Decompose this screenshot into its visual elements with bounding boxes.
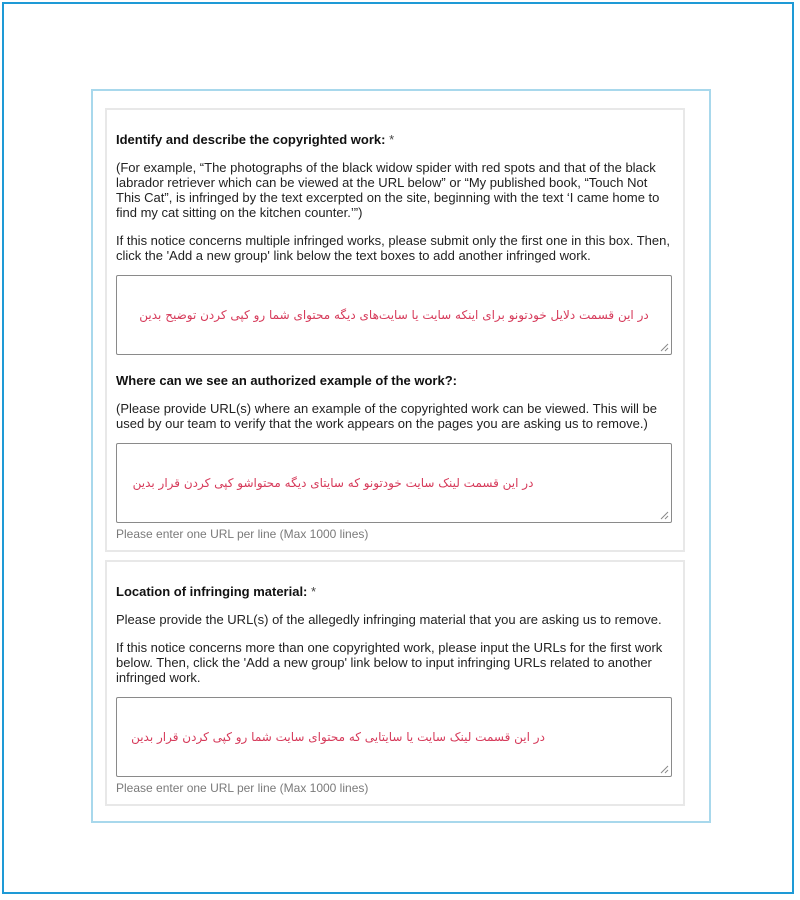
authorized-example-description: (Please provide URL(s) where an example of the copyrighted work can be viewed. This will be used by our team to verify that the work appears on the pages you are asking us to remove.): [116, 401, 657, 431]
infringing-urls-value: در این قسمت لینک سایت یا سایتایی که محتوای سایت شما رو کپی کردن قرار بدین: [131, 730, 545, 744]
copyrighted-work-description-value: در این قسمت دلایل خودتونو برای اینکه سایت یا سایت‌های دیگه محتوای شما رو کپی کردن توضیح بدین: [139, 308, 649, 322]
resize-grip-icon[interactable]: [660, 343, 669, 352]
copyrighted-work-label: Identify and describe the copyrighted work:: [116, 132, 386, 147]
authorized-example-heading: [116, 373, 674, 388]
form-panel: [91, 89, 711, 823]
required-marker: *: [389, 132, 395, 147]
infringing-location-group: [105, 560, 685, 806]
authorized-example-url-value: در این قسمت لینک سایت خودتونو که سایتای دیگه محتواشو کپی کردن قرار بدین: [132, 476, 534, 490]
authorized-example-label: Where can we see an authorized example of the work?:: [116, 373, 457, 388]
resize-grip-icon[interactable]: [660, 511, 669, 520]
infringing-location-description: Please provide the URL(s) of the allegedly infringing material that you are asking us to remove.: [116, 612, 662, 627]
required-marker: *: [311, 584, 317, 599]
infringing-location-label: Location of infringing material:: [116, 584, 308, 599]
infringing-urls-hint: Please enter one URL per line (Max 1000 lines): [116, 781, 369, 795]
infringing-location-multiple-note: If this notice concerns more than one copyrighted work, please input the URLs for the first work below. Then, click the 'Add a new group' link below to input infringing URLs related to another infringed work.: [116, 640, 663, 685]
copyrighted-work-group: [105, 108, 685, 552]
infringing-urls-field[interactable]: [116, 697, 672, 777]
copyrighted-work-heading: [116, 132, 674, 147]
copyrighted-work-multiple-note: If this notice concerns multiple infringed works, please submit only the first one in this box. Then, click the 'Add a new group' link below the text boxes to add another infringed work.: [116, 233, 670, 263]
copyrighted-work-example: (For example, “The photographs of the black widow spider with red spots and that of the black labrador retriever which can be viewed at the URL below” or “My published book, “Touch Not This Cat”, is infringed by the text excerpted on the site, beginning with the text ‘I came home to find my cat sitting on the kitchen counter.’”): [116, 160, 660, 220]
authorized-example-hint: Please enter one URL per line (Max 1000 lines): [116, 527, 369, 541]
copyrighted-work-description-field[interactable]: [116, 275, 672, 355]
infringing-location-heading: [116, 584, 674, 599]
authorized-example-url-field[interactable]: [116, 443, 672, 523]
screenshot-frame: [2, 2, 794, 894]
resize-grip-icon[interactable]: [660, 765, 669, 774]
